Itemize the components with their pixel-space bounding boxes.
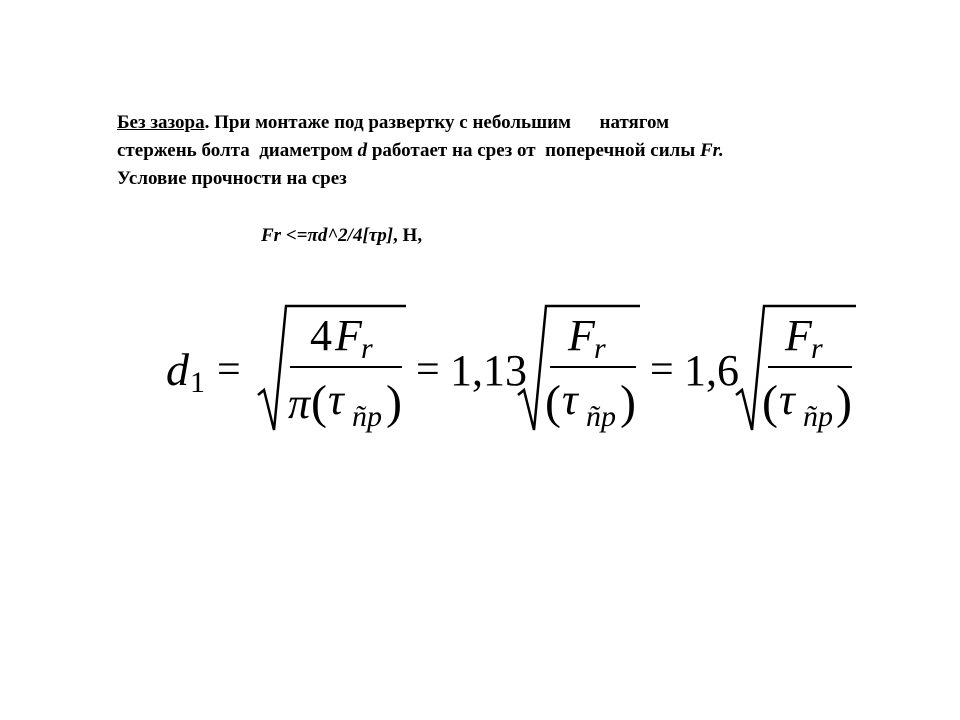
strength-condition-unit: , Н, [393, 225, 423, 246]
paragraph-line-2-text-b: работает на срез от поперечной силы [367, 140, 700, 161]
term1-tau-subscript: ñp [352, 400, 382, 433]
term1-numerator-force: F [335, 311, 362, 360]
term3-right-paren: ) [836, 376, 852, 429]
term1-tau: τ [328, 375, 344, 424]
paragraph-line-2-text-a: стержень болта диаметром [117, 140, 358, 161]
formula-equals-3: = [650, 347, 674, 393]
term1-right-paren: ) [386, 376, 402, 429]
term3-numerator-force: F [785, 311, 812, 360]
heading-no-gap: Без зазора [117, 112, 205, 133]
term1-numerator-subscript: r [361, 332, 373, 365]
coefficient-1-13: 1,13 [450, 346, 527, 395]
term2-tau-subscript: ñp [586, 400, 616, 433]
strength-condition-expression: Fr <=πd^2/4[τp] [261, 225, 394, 246]
term3-numerator-subscript: r [811, 332, 823, 365]
paragraph-line-1-text: . При монтаже под развертку с небольшим натягом [204, 112, 670, 133]
term3-tau-subscript: ñp [803, 400, 833, 433]
term2-numerator-force: F [568, 311, 595, 360]
variable-d: d [357, 140, 368, 161]
paragraph-line-3: Условие прочности на срез [117, 168, 347, 189]
term3-tau: τ [779, 375, 795, 424]
variable-fr: Fr. [699, 140, 724, 161]
formula-equals-1: = [217, 347, 241, 393]
term1-left-paren: ( [311, 376, 327, 429]
term2-right-paren: ) [620, 376, 636, 429]
coefficient-1-6: 1,6 [684, 346, 739, 395]
term3-left-paren: ( [762, 376, 778, 429]
term2-tau: τ [562, 375, 578, 424]
term2-numerator-subscript: r [594, 332, 606, 365]
term1-numerator-coefficient: 4 [310, 311, 332, 360]
formula-lhs-subscript: 1 [190, 366, 205, 399]
formula-lhs-d: d [166, 344, 189, 395]
term2-left-paren: ( [545, 376, 561, 429]
formula-equals-2: = [416, 347, 440, 393]
term1-pi: π [288, 379, 311, 428]
